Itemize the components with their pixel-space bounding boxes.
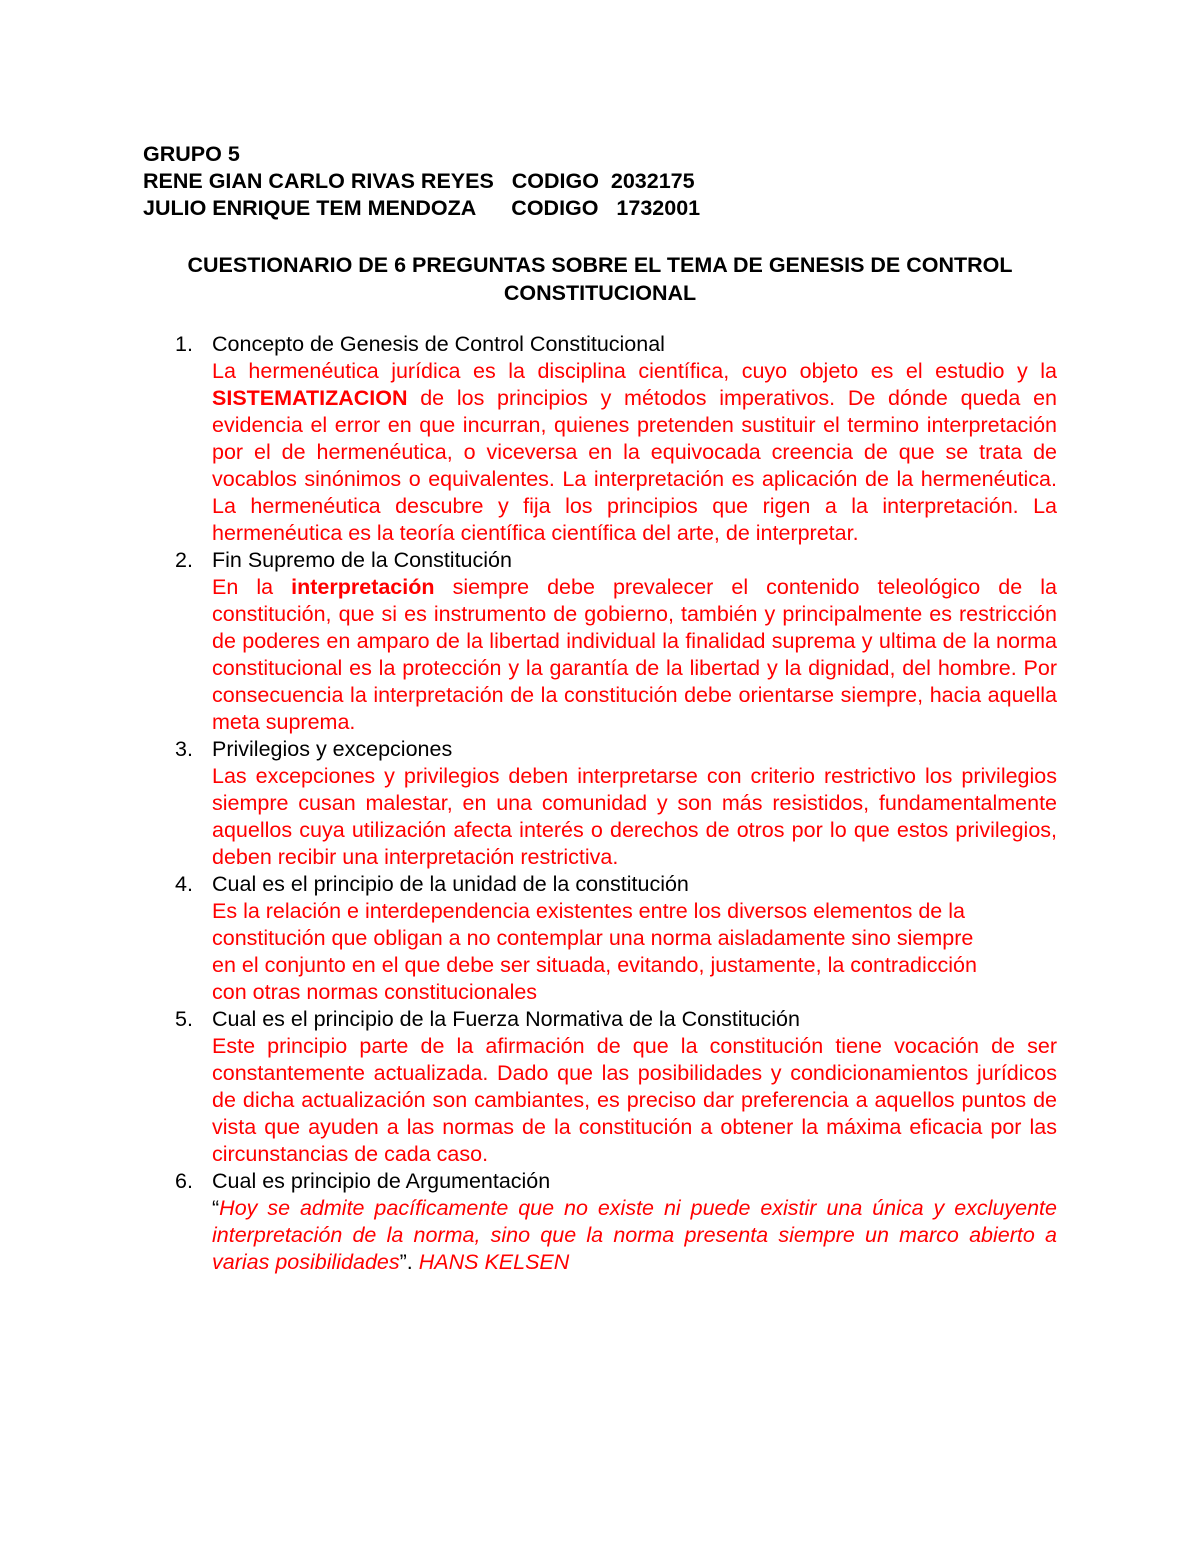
question-number: 4. bbox=[175, 872, 193, 896]
answer-quote bbox=[212, 1195, 1057, 1276]
question-text: Fin Supremo de la Constitución bbox=[212, 548, 512, 572]
answer-text bbox=[212, 358, 1057, 547]
question-item-6 bbox=[175, 1168, 1057, 1276]
answer-pre: La hermenéutica jurídica es la disciplina científica, cuyo objeto es el estudio y la bbox=[212, 359, 1057, 383]
question-text: Privilegios y excepciones bbox=[212, 737, 453, 761]
question-number: 5. bbox=[175, 1007, 193, 1031]
answer-pre: En la bbox=[212, 575, 292, 599]
question-text: Cual es el principio de la Fuerza Normativa de la Constitución bbox=[212, 1007, 800, 1031]
question-text: Cual es principio de Argumentación bbox=[212, 1169, 551, 1193]
answer-line: constitución que obligan a no contemplar una norma aisladamente sino siempre bbox=[212, 926, 974, 950]
question-list bbox=[175, 331, 1058, 1276]
document-title bbox=[120, 251, 1080, 307]
question-number: 6. bbox=[175, 1169, 193, 1193]
document-header bbox=[143, 141, 700, 222]
question-number: 2. bbox=[175, 548, 193, 572]
member-line-2: JULIO ENRIQUE TEM MENDOZA CODIGO 1732001 bbox=[143, 196, 701, 220]
answer-text bbox=[212, 574, 1057, 736]
question-item-5 bbox=[175, 1006, 1057, 1168]
question-text: Concepto de Genesis de Control Constitucional bbox=[212, 332, 665, 356]
question-item-3 bbox=[175, 736, 1057, 871]
answer-text: Las excepciones y privilegios deben interpretarse con criterio restrictivo los privilegios siempre cusan malestar, en una comunidad y son más resistidos, fundamentalmente aquellos cuya utilización afecta interés o derechos de otros por lo que estos privilegios, deben recibir una interpretación restrictiva. bbox=[212, 764, 1057, 869]
quote-text: Hoy se admite pacíficamente que no existe ni puede existir una única y excluyente interpretación de la norma, sino que la norma presenta siempre un marco abierto a varias posibilidades bbox=[212, 1196, 1057, 1274]
answer-post: de los principios y métodos imperativos. De dónde queda en evidencia el error en que incurran, quienes pretenden sustituir el termino interpretación por el de hermenéutica, o viceversa en la equivocada creencia de que se trata de vocablos sinónimos o equivalentes. La interpretación es aplicación de la hermenéutica. La hermenéutica descubre y fija los principios que rigen a la interpretación. La hermenéutica es la teoría científica científica del arte, de interpretar. bbox=[212, 386, 1057, 545]
answer-text: Este principio parte de la afirmación de que la constitución tiene vocación de ser constantemente actualizada. Dado que las posibilidades y condicionamientos jurídicos de dicha actualización son cambiantes, es preciso dar preferencia a aquellos puntos de vista que ayuden a las normas de la constitución a obtener la máxima eficacia por las circunstancias de cada caso. bbox=[212, 1034, 1057, 1166]
question-number: 3. bbox=[175, 737, 193, 761]
answer-text bbox=[212, 898, 1057, 1006]
answer-line: en el conjunto en el que debe ser situada, evitando, justamente, la contradicción bbox=[212, 953, 977, 977]
question-number: 1. bbox=[175, 332, 193, 356]
question-text: Cual es el principio de la unidad de la constitución bbox=[212, 872, 689, 896]
answer-post: siempre debe prevalecer el contenido teleológico de la constitución, que si es instrumento de gobierno, también y principalmente es restricción de poderes en amparo de la libertad individual la finalidad suprema y ultima de la norma constitucional es la protección y la garantía de la libertad y la dignidad, del hombre. Por consecuencia la interpretación de la constitución debe orientarse siempre, hacia aquella meta suprema. bbox=[212, 575, 1058, 734]
quote-close-mark: ”. bbox=[399, 1250, 419, 1274]
answer-bold: SISTEMATIZACION bbox=[212, 386, 408, 410]
answer-bold: interpretación bbox=[291, 575, 435, 599]
title-line-2: CONSTITUCIONAL bbox=[503, 281, 697, 305]
answer-line: con otras normas constitucionales bbox=[212, 980, 538, 1004]
question-item-2 bbox=[175, 547, 1058, 736]
question-item-4 bbox=[175, 871, 1057, 1006]
group-label: GRUPO 5 bbox=[143, 142, 240, 166]
quote-open-mark: “ bbox=[212, 1196, 220, 1220]
answer-line: Es la relación e interdependencia existentes entre los diversos elementos de la bbox=[212, 899, 965, 923]
member-line-1: RENE GIAN CARLO RIVAS REYES CODIGO 2032175 bbox=[143, 169, 695, 193]
question-item-1 bbox=[175, 331, 1057, 547]
title-line-1: CUESTIONARIO DE 6 PREGUNTAS SOBRE EL TEMA DE GENESIS DE CONTROL bbox=[187, 253, 1013, 277]
quote-author: HANS KELSEN bbox=[418, 1250, 570, 1274]
